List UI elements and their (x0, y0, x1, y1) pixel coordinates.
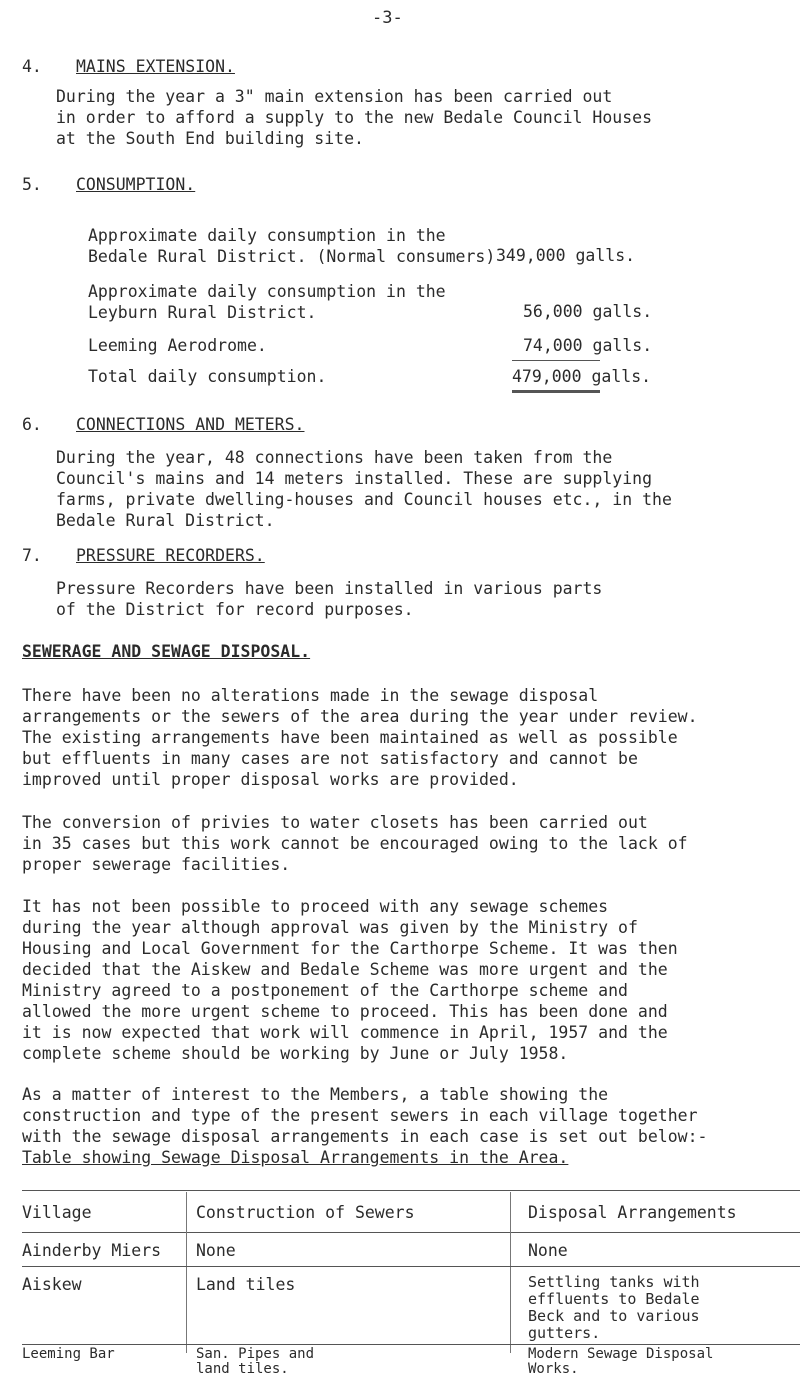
table-cell-disposal: Settling tanks with effluents to Bedale Beck and to various gutters. (528, 1273, 700, 1342)
section-4-number: 4. (22, 57, 42, 76)
sewerage-paragraph-4: As a matter of interest to the Members, a table showing the construction and type of the present sewers in each village together with the sewage disposal arrangements in each case is set out below:- (22, 1085, 708, 1146)
table-title: Table showing Sewage Disposal Arrangements in the Area. (22, 1148, 569, 1167)
section-6-text: During the year, 48 connections have been taken from the Council's mains and 14 meters installed. These are supplying farms, private dwelling-houses and Council houses etc., in the Bedale Rural District. (56, 448, 672, 530)
table-cell-village: Ainderby Miers (22, 1241, 162, 1260)
consumption-label-leyburn: Approximate daily consumption in the Leyburn Rural District. (88, 282, 446, 322)
table-cell-disposal: Modern Sewage Disposal Works. (528, 1346, 714, 1377)
sewerage-paragraph-1: There have been no alterations made in the sewage disposal arrangements or the sewers of the area during the year under review. The existing arrangements have been maintained as well as possible but effluents in many cases are not satisfactory and cannot be improved until proper disposal works are provided. (22, 686, 698, 789)
table-cell-village: Aiskew (22, 1275, 82, 1294)
sewerage-heading: SEWERAGE AND SEWAGE DISPOSAL. (22, 642, 311, 661)
table-header-rule (22, 1232, 800, 1233)
consumption-value-leeming: 74,000 galls. (523, 336, 653, 355)
sum-rule-bottom (512, 390, 600, 393)
consumption-label-bedale: Approximate daily consumption in the Bedale Rural District. (Normal consumers) (88, 226, 496, 266)
section-6-number: 6. (22, 415, 42, 434)
table-header-village: Village (22, 1203, 92, 1222)
table-row-rule (22, 1344, 800, 1345)
sewerage-paragraph-3: It has not been possible to proceed with any sewage schemes during the year although approval was given by the Ministry of Housing and Local Government for the Carthorpe Scheme. It was then decided that the Aiskew and Bedale Scheme was more urgent and the Ministry agreed to a postponement of the Carthorpe scheme and allowed the more urgent scheme to proceed. This has been done and it is now expected that work will commence in April, 1957 and the complete scheme should be working by June or July 1958. (22, 897, 678, 1063)
table-cell-village: Leeming Bar (22, 1346, 115, 1362)
section-4-text: During the year a 3" main extension has been carried out in order to afford a supply to the new Bedale Council Houses at the South End building site. (56, 87, 653, 148)
sewerage-paragraph-2: The conversion of privies to water closets has been carried out in 35 cases but this work cannot be encouraged owing to the lack of proper sewerage facilities. (22, 813, 688, 874)
consumption-value-bedale: 349,000 galls. (496, 246, 636, 265)
table-header-disposal: Disposal Arrangements (528, 1203, 737, 1222)
consumption-label-total: Total daily consumption. (88, 367, 327, 386)
section-4-heading: MAINS EXTENSION. (76, 57, 235, 76)
table-top-rule (22, 1190, 800, 1191)
consumption-value-total: 479,000 galls. (512, 367, 652, 386)
section-7-text: Pressure Recorders have been installed in various parts of the District for record purposes. (56, 579, 603, 619)
consumption-label-leeming: Leeming Aerodrome. (88, 336, 267, 355)
table-cell-construction: Land tiles (196, 1275, 296, 1294)
table-column-divider-1 (186, 1192, 187, 1353)
consumption-value-leyburn: 56,000 galls. (523, 302, 653, 321)
sum-rule-top (512, 360, 600, 361)
section-7-number: 7. (22, 546, 42, 565)
section-5-number: 5. (22, 175, 42, 194)
section-5-heading: CONSUMPTION. (76, 175, 196, 194)
section-6-heading: CONNECTIONS AND METERS. (76, 415, 305, 434)
table-cell-disposal: None (528, 1241, 568, 1260)
table-cell-construction: San. Pipes and land tiles. (196, 1346, 315, 1377)
section-7-heading: PRESSURE RECORDERS. (76, 546, 265, 565)
table-header-construction: Construction of Sewers (196, 1203, 415, 1222)
table-cell-construction: None (196, 1241, 236, 1260)
page-number: -3- (372, 8, 403, 28)
table-column-divider-2 (510, 1192, 511, 1353)
table-row-rule (22, 1266, 800, 1267)
